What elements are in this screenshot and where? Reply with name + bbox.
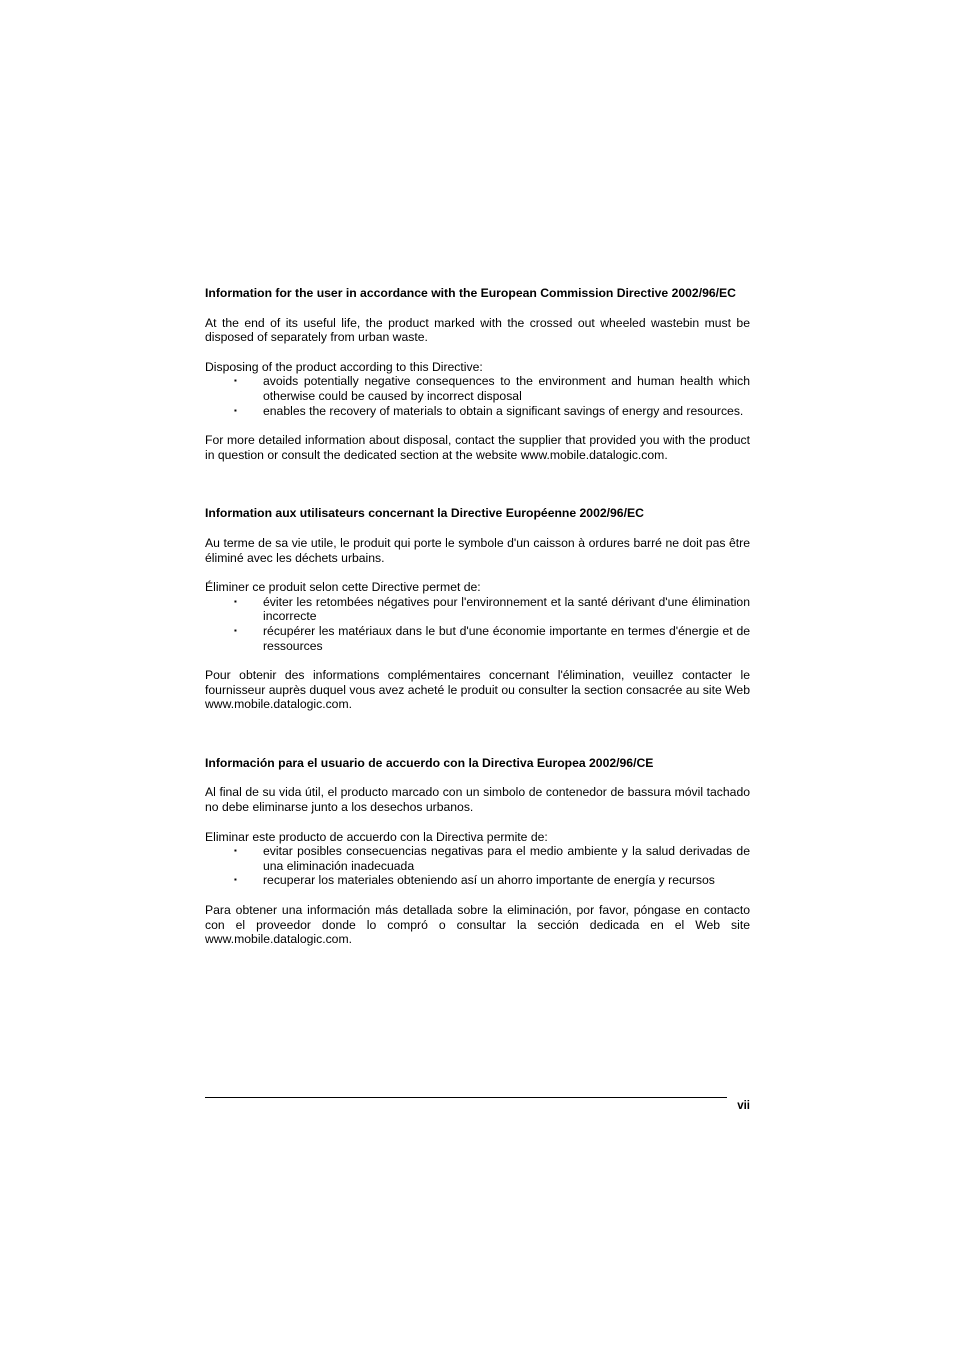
list-item-text: evitar posibles consecuencias negativas para el medio ambiente y la salud derivadas de una eliminación inadecuada [263,844,750,873]
intro-paragraph: At the end of its useful life, the product marked with the crossed out wheeled wastebin must be disposed of separately from urban waste. [205,315,750,345]
list-lead: Éliminer ce produit selon cette Directive permet de: [205,580,481,595]
section-english [205,286,750,462]
list-item [205,404,750,419]
closing-paragraph: For more detailed information about disposal, contact the supplier that provided you with the product in question or consult the dedicated section at the website www.mobile.datalogic.com. [205,433,750,462]
list-item [205,374,750,403]
bullet-icon: ▪ [234,596,237,606]
list-lead: Eliminar este producto de accuerdo con la Directiva permite de: [205,829,548,844]
list-item-text: recuperar los materiales obteniendo así un ahorro importante de energía y recursos [263,873,715,888]
list-item [205,844,750,873]
list-item-text: éviter les retombées négatives pour l'environnement et la santé dérivant d'une élimination incorrecte [263,594,750,624]
section-title: Información para el usuario de accuerdo con la Directiva Europea 2002/96/CE [205,755,654,770]
list-item-text: récupérer les matériaux dans le but d'une économie importante en termes d'énergie et de ressources [263,623,750,653]
list-lead: Disposing of the product according to this Directive: [205,359,483,374]
list-item [205,595,750,624]
list-item-text: avoids potentially negative consequences to the environment and human health which otherwise could be caused by incorrect disposal [263,374,750,403]
footer-divider [205,1097,727,1098]
bullet-list [205,374,750,418]
section-title: Information aux utilisateurs concernant la Directive Européenne 2002/96/EC [205,506,644,521]
list-item [205,873,750,888]
intro-paragraph: Al final de su vida útil, el producto marcado con un simbolo de contenedor de bassura móvil tachado no debe eliminarse junto a los desechos urbanos. [205,785,750,815]
bullet-icon: ▪ [234,405,237,415]
intro-paragraph: Au terme de sa vie utile, le produit qui porte le symbole d'un caisson à ordures barré ne doit pas être éliminé avec les déchets urbains. [205,535,750,565]
bullet-list [205,844,750,888]
page-number: vii [737,1100,750,1112]
bullet-icon: ▪ [234,846,237,856]
list-item [205,624,750,653]
section-french [205,506,750,712]
section-title: Information for the user in accordance with the European Commission Directive 2002/96/EC [205,286,736,300]
closing-paragraph: Pour obtenir des informations complémentaires concernant l'élimination, veuillez contacter le fournisseur auprès duquel vous avez acheté le produit ou consulter la section consacrée au site Web www.mobile.datalogic.com. [205,668,750,712]
bullet-icon: ▪ [234,625,237,635]
closing-paragraph: Para obtener una información más detallada sobre la eliminación, por favor, póngase en contacto con el proveedor donde lo compró o consultar la sección dedicada en el Web site www.mobile.datalogic.com. [205,903,750,947]
bullet-icon: ▪ [234,875,237,885]
list-item-text: enables the recovery of materials to obtain a significant savings of energy and resources. [263,403,744,418]
bullet-icon: ▪ [234,376,237,386]
document-body [205,286,750,947]
bullet-list [205,595,750,653]
section-spanish [205,756,750,947]
